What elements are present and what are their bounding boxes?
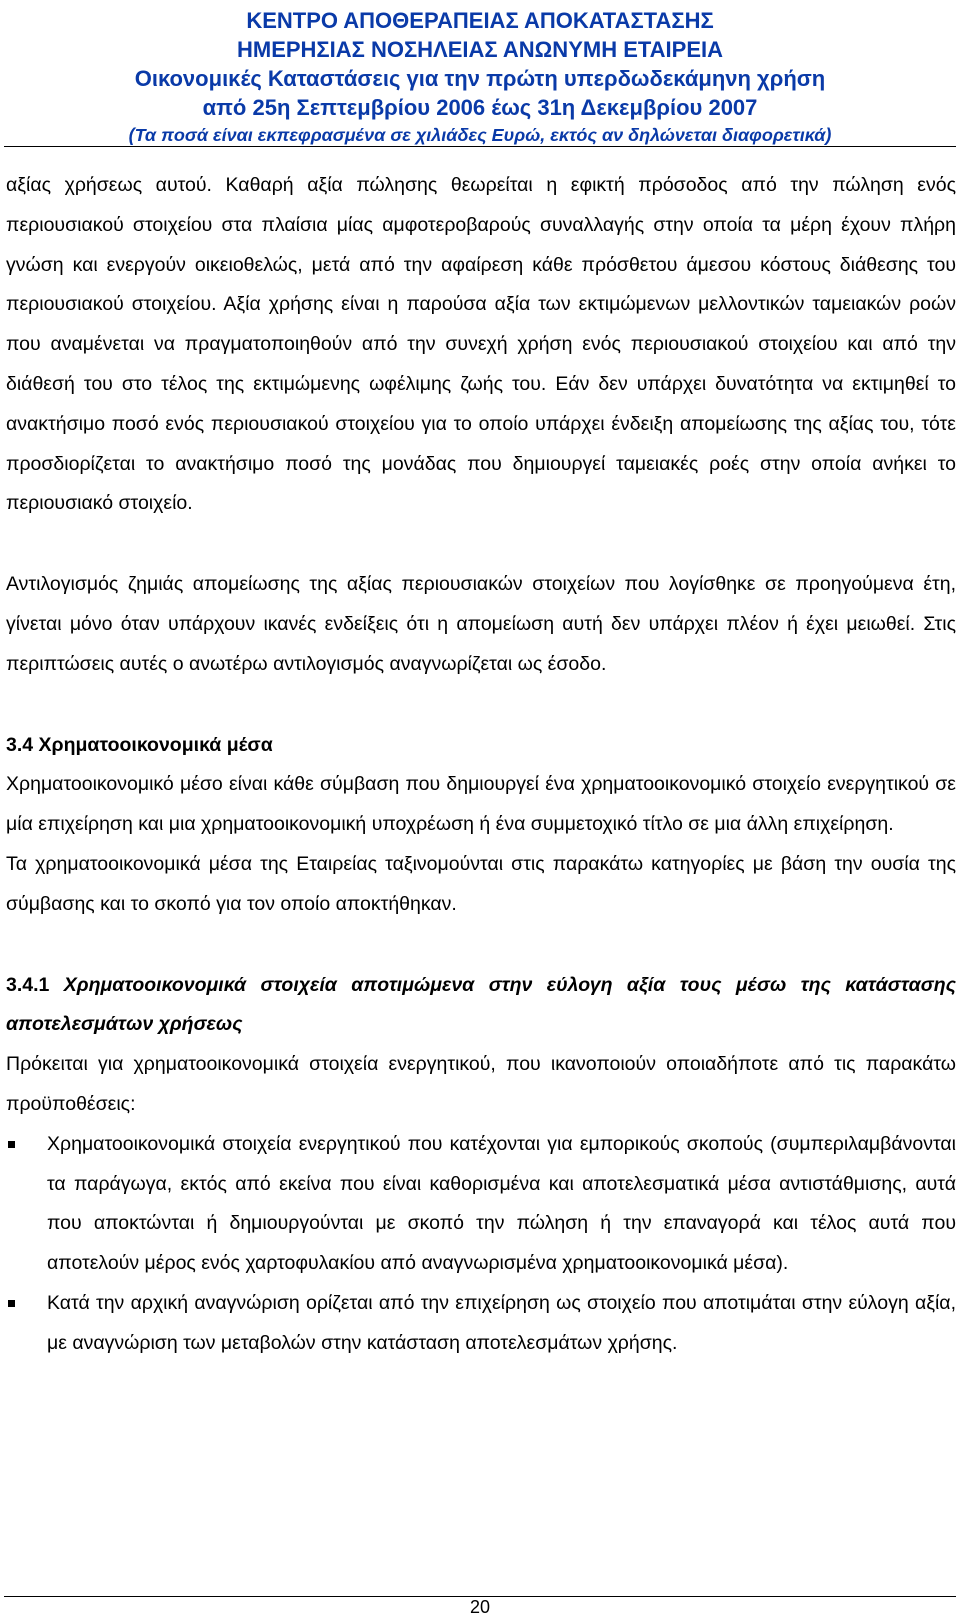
paragraph-impairment-value: αξίας χρήσεως αυτού. Καθαρή αξία πώλησης θεωρείται η εφικτή πρόσοδος από την πώληση ενός περιουσιακού στοιχείου στα πλαίσια μίας αμφοτεροβαρούς συναλλαγής στην οποία τα μέρη έχουν πλήρη γνώση και ενεργούν οικειοθελώς, μετά από την αφαίρεση κάθε πρόσθετου άμεσου κόστους διάθεσης του περιουσιακού στοιχείου. Αξία χρήσης είναι η παρούσα αξία των εκτιμώμενων μελλοντικών ταμειακών ροών που αναμένεται να πραγματοποιηθούν από την συνεχή χρήση ενός περιουσιακού στοιχείου και από την διάθεσή του στο τέλος της εκτιμώμενης ωφέλιμης ζωής του. Εάν δεν υπάρχει δυνατότητα να εκτιμηθεί το ανακτήσιμο ποσό ενός περιουσιακού στοιχείου για το οποίο υπάρχει ένδειξη απομείωσης της αξίας του, τότε προσδιορίζεται το ανακτήσιμο ποσό της μονάδας που δημιουργεί ταμειακές ροές στην οποία ανήκει το περιουσιακό στοιχείο. <box>6 174 956 515</box>
square-bullet-icon <box>8 1141 15 1148</box>
list-item <box>6 1284 956 1364</box>
list-item <box>6 1125 956 1284</box>
square-bullet-icon <box>8 1300 15 1307</box>
company-type: ΗΜΕΡΗΣΙΑΣ ΝΟΣΗΛΕΙΑΣ ΑΝΩΝΥΜΗ ΕΤΑΙΡΕΙΑ <box>236 37 724 62</box>
report-title: Οικονομικές Καταστάσεις για την πρώτη υπερδωδεκάμηνη χρήση <box>134 66 826 91</box>
section-heading: 3.4 Χρηματοοικονομικά μέσα <box>6 733 273 756</box>
paragraph-conditions-intro: Πρόκειται για χρηματοοικονομικά στοιχεία ενεργητικού, που ικανοποιούν οποιαδήποτε από τις παρακάτω προϋποθέσεις: <box>6 1053 956 1115</box>
report-period: από 25η Σεπτεμβρίου 2006 έως 31η Δεκεμβρίου 2007 <box>202 95 758 120</box>
subsection-heading <box>6 966 956 1046</box>
paragraph-impairment-reversal: Αντιλογισμός ζημιάς απομείωσης της αξίας περιουσιακών στοιχείων που λογίσθηκε σε προηγούμενα έτη, γίνεται μόνο όταν υπάρχουν ικανές ενδείξεις ότι η απομείωση αυτή δεν υπάρχει πλέον ή έχει μειωθεί. Στις περιπτώσεις αυτές ο ανωτέρω αντιλογισμός αναγνωρίζεται ως έσοδο. <box>6 573 956 675</box>
list-item-text: Χρηματοοικονομικά στοιχεία ενεργητικού που κατέχονται για εμπορικούς σκοπούς (συμπεριλαμβάνονται τα παράγωγα, εκτός από εκείνα που είναι καθορισμένα και αποτελεσματικά μέσα αντιστάθμισης, αυτά που αποκτώνται ή δημιουργούνται με σκοπό την πώληση ή την επαναγορά και τέλος αυτά που αποτελούν μέρος ενός χαρτοφυλακίου από αναγνωρισμένα χρηματοοικονομικά μέσα). <box>47 1132 956 1275</box>
subsection-title: Χρηματοοικονομικά στοιχεία αποτιμώμενα στην εύλογη αξία τους μέσω της κατάστασης αποτελεσμάτων χρήσεως <box>6 973 956 1036</box>
paragraph-classification: Τα χρηματοοικονομικά μέσα της Εταιρείας ταξινομούνται στις παρακάτω κατηγορίες με βάση την ουσία της σύμβασης και το σκοπό για τον οποίο αποκτήθηκαν. <box>6 852 956 915</box>
document-header <box>0 6 960 148</box>
list-item-text: Κατά την αρχική αναγνώριση ορίζεται από την επιχείρηση ως στοιχείο που αποτιμάται στην εύλογη αξία, με αναγνώριση των μεταβολών στην κατάσταση αποτελεσμάτων χρήσης. <box>47 1291 956 1354</box>
currency-note: (Τα ποσά είναι εκπεφρασμένα σε χιλιάδες Ευρώ, εκτός αν δηλώνεται διαφορετικά) <box>128 125 832 145</box>
company-name: ΚΕΝΤΡΟ ΑΠΟΘΕΡΑΠΕΙΑΣ ΑΠΟΚΑΤΑΣΤΑΣΗΣ <box>246 8 714 33</box>
header-divider <box>4 146 956 147</box>
paragraph-financial-instrument-definition: Χρηματοοικονομικό μέσο είναι κάθε σύμβαση που δημιουργεί ένα χρηματοοικονομικό στοιχείο ενεργητικού σε μία επιχείρηση και μια χρηματοοικονομική υποχρέωση ή ένα συμμετοχικό τίτλο σε μια άλλη επιχείρηση. <box>6 773 956 836</box>
document-body <box>6 166 956 1364</box>
conditions-list <box>6 1125 956 1364</box>
subsection-number: 3.4.1 <box>6 973 50 996</box>
page-number: 20 <box>469 1597 491 1617</box>
